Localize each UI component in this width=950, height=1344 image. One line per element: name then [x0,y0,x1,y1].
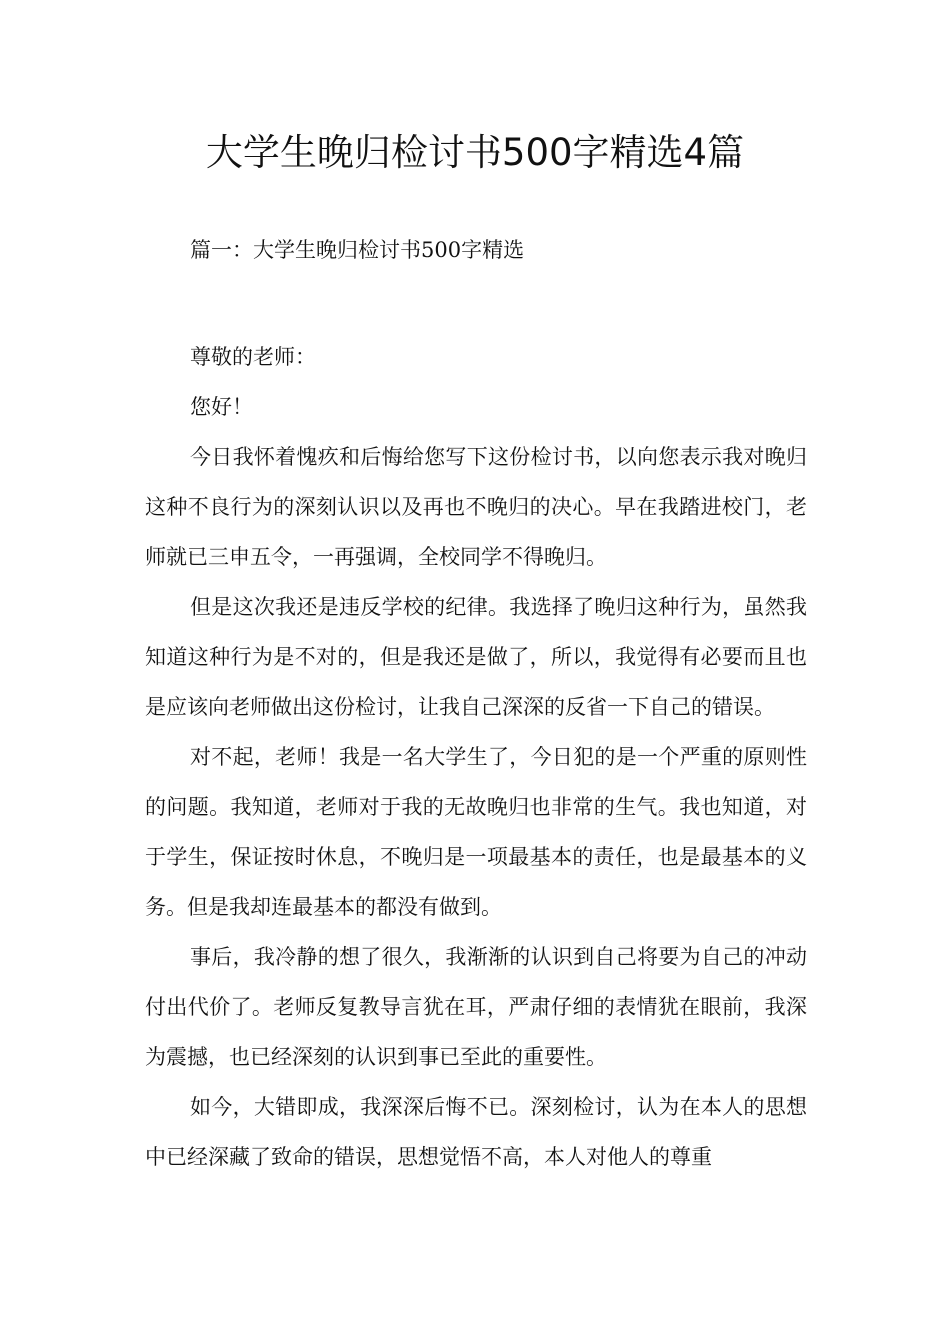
paragraph: 如今，大错即成，我深深后悔不已。深刻检讨，认为在本人的思想中已经深藏了致命的错误，思想觉悟不高，本人对他人的尊重 [145,1095,807,1169]
section-heading: 篇一：大学生晚归检讨书500字精选 [190,238,525,262]
greeting: 您好！ [190,395,253,419]
paragraph: 今日我怀着愧疚和后悔给您写下这份检讨书，以向您表示我对晚归这种不良行为的深刻认识以及再也不晚归的决心。早在我踏进校门，老师就已三申五令，一再强调，全校同学不得晚归。 [145,445,807,569]
document-title: 大学生晚归检讨书500字精选4篇 [205,131,745,174]
paragraph: 事后，我冷静的想了很久，我渐渐的认识到自己将要为自己的冲动付出代价了。老师反复教导言犹在耳，严肃仔细的表情犹在眼前，我深为震撼，也已经深刻的认识到事已至此的重要性。 [145,945,807,1069]
document-body [145,332,807,1182]
paragraph: 但是这次我还是违反学校的纪律。我选择了晚归这种行为，虽然我知道这种行为是不对的，但是我还是做了，所以，我觉得有必要而且也是应该向老师做出这份检讨，让我自己深深的反省一下自己的错误。 [145,595,807,719]
paragraph: 对不起，老师！我是一名大学生了，今日犯的是一个严重的原则性的问题。我知道，老师对于我的无故晚归也非常的生气。我也知道，对于学生，保证按时休息，不晚归是一项最基本的责任，也是最基本的义务。但是我却连最基本的都没有做到。 [145,745,807,919]
salutation: 尊敬的老师： [190,345,316,369]
